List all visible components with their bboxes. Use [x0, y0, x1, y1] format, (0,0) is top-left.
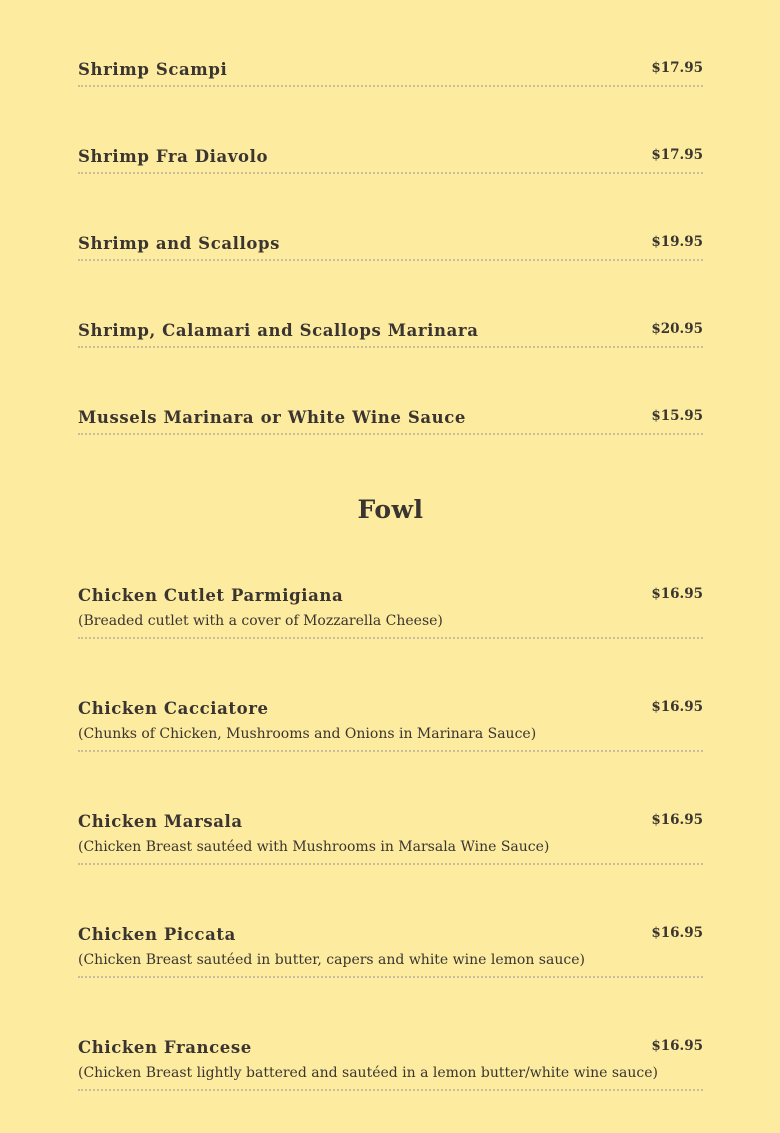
- menu-item-price: $16.95: [651, 1038, 703, 1054]
- menu-item-price: $16.95: [651, 925, 703, 941]
- menu-item-name: Chicken Marsala: [78, 812, 243, 831]
- menu-item-description: (Chunks of Chicken, Mushrooms and Onions in Marinara Sauce): [78, 726, 537, 742]
- menu-item: [78, 925, 703, 978]
- menu-item: [78, 60, 703, 87]
- menu-item: [78, 147, 703, 174]
- menu-item-price: $15.95: [651, 408, 703, 424]
- section-title-fowl: Fowl: [357, 495, 424, 524]
- menu-item: [78, 699, 703, 752]
- menu-item-price: $16.95: [651, 812, 703, 828]
- menu-item-description: (Chicken Breast sautéed with Mushrooms in Marsala Wine Sauce): [78, 839, 550, 855]
- menu-item-description: (Chicken Breast sautéed in butter, capers and white wine lemon sauce): [78, 952, 585, 968]
- menu-item-name: Shrimp, Calamari and Scallops Marinara: [78, 321, 479, 340]
- menu-item: [78, 812, 703, 865]
- menu-item-description: (Chicken Breast lightly battered and sautéed in a lemon butter/white wine sauce): [78, 1065, 658, 1081]
- menu-item: [78, 408, 703, 435]
- menu-item-price: $19.95: [651, 234, 703, 250]
- menu-item-price: $17.95: [651, 60, 703, 76]
- menu-item-name: Shrimp Fra Diavolo: [78, 147, 269, 166]
- menu-item-name: Chicken Cacciatore: [78, 699, 269, 718]
- menu-item-name: Chicken Piccata: [78, 925, 236, 944]
- menu-item-name: Chicken Francese: [78, 1038, 252, 1057]
- menu-page: [78, 0, 703, 1133]
- menu-item: [78, 1038, 703, 1091]
- menu-item-name: Shrimp and Scallops: [78, 234, 281, 253]
- menu-item-description: (Breaded cutlet with a cover of Mozzarella Cheese): [78, 613, 443, 629]
- menu-item-name: Mussels Marinara or White Wine Sauce: [78, 408, 466, 427]
- menu-item-price: $17.95: [651, 147, 703, 163]
- menu-item-name: Chicken Cutlet Parmigiana: [78, 586, 344, 605]
- menu-item-name: Shrimp Scampi: [78, 60, 228, 79]
- menu-item-price: $20.95: [651, 321, 703, 337]
- menu-item-price: $16.95: [651, 699, 703, 715]
- menu-item: [78, 321, 703, 348]
- menu-item: [78, 586, 703, 639]
- menu-item: [78, 234, 703, 261]
- menu-item-price: $16.95: [651, 586, 703, 602]
